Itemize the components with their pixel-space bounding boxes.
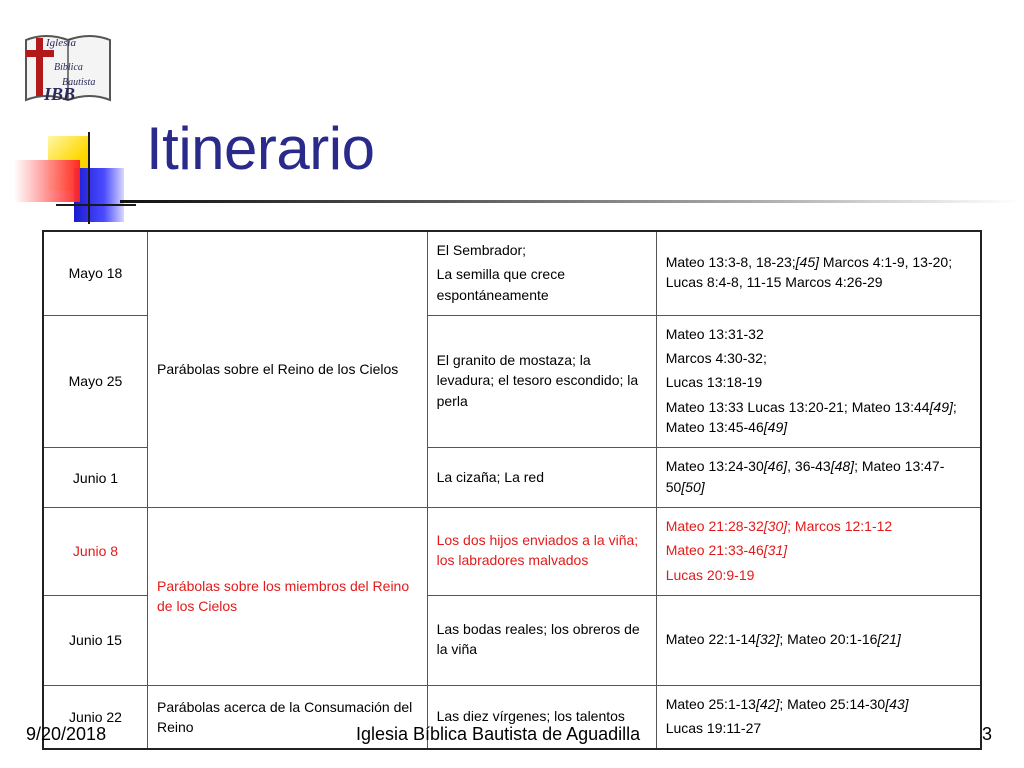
parable-cell bbox=[427, 231, 656, 315]
table-row bbox=[43, 507, 981, 595]
itinerary-table bbox=[42, 230, 982, 750]
parable-text: La cizaña; La red bbox=[436, 468, 544, 485]
parable-text: Las diez vírgenes; los talentos bbox=[436, 708, 625, 724]
reference-text: Mateo 13:24-30 bbox=[665, 458, 764, 475]
footnote-marker: [49] bbox=[763, 419, 788, 436]
reference-text: Mateo 13:33 Lucas 13:20-21; Mateo 13:44 bbox=[665, 398, 930, 415]
date-cell: Junio 22 bbox=[43, 685, 148, 749]
itinerary-table-body bbox=[43, 231, 981, 749]
footnote-marker: [43] bbox=[885, 695, 909, 712]
reference-text: Mateo 21:28-32 bbox=[665, 517, 764, 534]
footnote-marker: [31] bbox=[763, 542, 788, 559]
date-cell: Junio 8 bbox=[43, 507, 148, 595]
table-row bbox=[43, 231, 981, 315]
theme-cell: Parábolas acerca de la Consumación del Reino bbox=[148, 685, 428, 749]
scripture-reference-line bbox=[666, 456, 971, 497]
reference-text: Mateo 13:3-8, 18-23; bbox=[665, 254, 796, 271]
footnote-marker: [42] bbox=[755, 695, 780, 712]
footnote-marker: [49] bbox=[929, 398, 953, 415]
reference-text: Marcos 4:30-32; bbox=[665, 350, 767, 367]
decorative-horizontal-line bbox=[56, 204, 136, 206]
reference-text: ; Mateo 25:14-30 bbox=[779, 695, 886, 712]
logo-text-line1: Iglesia bbox=[46, 37, 76, 49]
footer-date: 9/20/2018 bbox=[26, 724, 107, 744]
parable-cell bbox=[427, 315, 656, 447]
parable-text: El Sembrador; bbox=[436, 242, 527, 258]
logo-text-line2: Bíblica bbox=[54, 62, 83, 73]
decorative-vertical-line bbox=[88, 132, 90, 224]
parable-text: La semilla que crece espontáneamente bbox=[436, 266, 565, 303]
reference-text: ; Mateo 20:1-16 bbox=[779, 631, 878, 648]
scripture-reference-line bbox=[666, 516, 971, 536]
parable-cell bbox=[427, 595, 656, 685]
reference-text: , 36-43 bbox=[787, 458, 831, 475]
logo-initials: IBB bbox=[44, 84, 76, 104]
scripture-reference-line bbox=[666, 540, 971, 560]
scripture-reference-cell bbox=[656, 685, 981, 749]
scripture-reference-cell bbox=[656, 231, 981, 315]
theme-cell: Parábolas sobre el Reino de los Cielos bbox=[148, 231, 428, 507]
reference-text: ; Mateo 13:47-50 bbox=[665, 458, 945, 495]
decorative-blue-square bbox=[74, 168, 124, 222]
reference-text: Lucas 20:9-19 bbox=[665, 566, 755, 583]
footnote-marker: [21] bbox=[877, 631, 901, 648]
reference-text: Marcos 4:1-9, 13-20; Lucas 8:4-8, 11-15 Marcos 4:26-29 bbox=[665, 254, 953, 291]
scripture-reference-cell bbox=[656, 315, 981, 447]
scripture-reference-line bbox=[666, 397, 971, 438]
parable-text: El granito de mostaza; la levadura; el tesoro escondido; la perla bbox=[436, 352, 639, 409]
reference-text: Lucas 13:18-19 bbox=[665, 374, 763, 391]
date-cell: Mayo 18 bbox=[43, 231, 148, 315]
reference-text: Mateo 22:1-14 bbox=[665, 631, 756, 648]
footnote-marker: [30] bbox=[763, 517, 788, 534]
title-underline bbox=[120, 200, 1020, 203]
church-logo bbox=[22, 30, 114, 106]
parable-cell bbox=[427, 507, 656, 595]
logo-text-line3: Bautista bbox=[62, 77, 96, 88]
scripture-reference-cell bbox=[656, 507, 981, 595]
footnote-marker: [45] bbox=[795, 254, 820, 271]
reference-text: Mateo 25:1-13 bbox=[665, 695, 756, 712]
footnote-marker: [48] bbox=[830, 458, 855, 475]
footer-organization: Iglesia Bíblica Bautista de Aguadilla bbox=[356, 724, 641, 744]
reference-text: Mateo 21:33-46 bbox=[665, 542, 764, 559]
scripture-reference-line bbox=[666, 348, 971, 368]
scripture-reference-cell bbox=[656, 448, 981, 508]
date-cell: Mayo 25 bbox=[43, 315, 148, 447]
decorative-red-square bbox=[14, 160, 80, 202]
scripture-reference-line bbox=[666, 372, 971, 392]
scripture-reference-line bbox=[666, 565, 971, 585]
date-cell: Junio 15 bbox=[43, 595, 148, 685]
scripture-reference-line bbox=[666, 629, 971, 649]
footnote-marker: [32] bbox=[755, 631, 780, 648]
slide-title: Itinerario bbox=[146, 115, 375, 182]
reference-text: ; Mateo 13:45-46 bbox=[665, 398, 957, 436]
footer-page-number: 3 bbox=[982, 724, 993, 744]
parable-cell bbox=[427, 448, 656, 508]
parable-text: Las bodas reales; los obreros de la viña bbox=[436, 621, 640, 658]
theme-cell: Parábolas sobre los miembros del Reino de los Cielos bbox=[148, 507, 428, 685]
scripture-reference-line bbox=[666, 694, 971, 714]
reference-text: ; Marcos 12:1-12 bbox=[787, 517, 893, 534]
footnote-marker: [46] bbox=[763, 458, 788, 475]
scripture-reference-line bbox=[666, 718, 971, 738]
scripture-reference-cell bbox=[656, 595, 981, 685]
scripture-reference-line bbox=[666, 324, 971, 344]
date-cell: Junio 1 bbox=[43, 448, 148, 508]
scripture-reference-line bbox=[666, 252, 971, 293]
parable-text: Los dos hijos enviados a la viña; los labradores malvados bbox=[436, 532, 639, 569]
footnote-marker: [50] bbox=[681, 478, 705, 495]
reference-text: Lucas 19:11-27 bbox=[665, 720, 762, 737]
reference-text: Mateo 13:31-32 bbox=[665, 325, 764, 342]
